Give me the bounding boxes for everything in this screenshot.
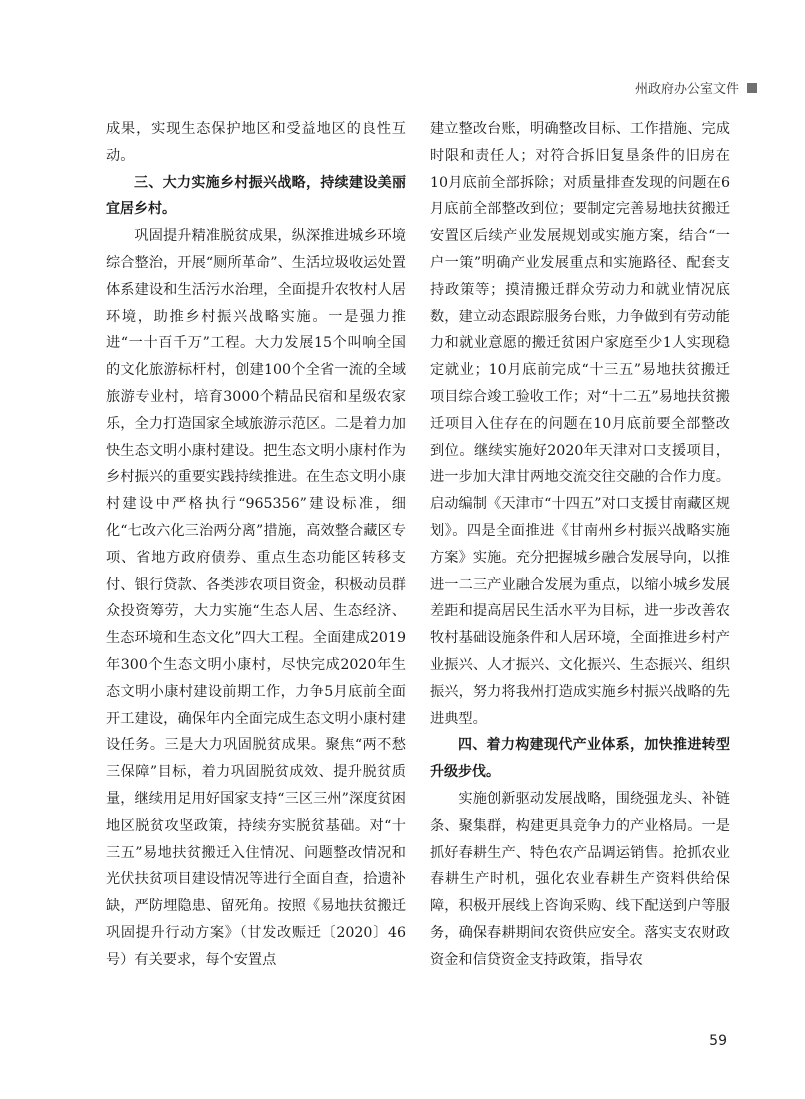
- right-paragraph-1: 建立整改台账，明确整改目标、工作措施、完成时限和责任人；对符合拆旧复垦条件的旧房在10月底前全部拆除；对质量排查发现的问题在6月底前全部整改到位；要制定完善易地扶贫搬迁安置区后续产业发展规划或实施方案，结合“一户一策”明确产业发展重点和实施路径、配套支持政策等；摸清搬迁群众劳动力和就业情况底数，建立动态跟踪服务台账，力争做到有劳动能力和就业意愿的搬迁贫困户家庭至少1人实现稳定就业；10月底前完成“十三五”易地扶贫搬迁项目综合竣工验收工作；对“十二五”易地扶贫搬迁项目入住存在的问题在10月底前要全部整改到位。继续实施好2020年天津对口支援项目，进一步加大津甘两地交流交往交融的合作力度。启动编制《天津市“十四五”对口支援甘南藏区规划》。四是全面推进《甘南州乡村振兴战略实施方案》实施。充分把握城乡融合发展导向，以推进一二三产业融合发展为重点，以缩小城乡发展差距和提高居民生活水平为目标，进一步改善农牧村基础设施条件和人居环境，全面推进乡村产业振兴、人才振兴、文化振兴、生态振兴、组织振兴，努力将我州打造成实施乡村振兴战略的先进典型。: [430, 121, 730, 727]
- left-paragraph-1: 成果，实现生态保护地区和受益地区的良性互动。: [106, 121, 406, 164]
- running-header: [635, 78, 757, 97]
- left-paragraph-2: 巩固提升精准脱贫成果，纵深推进城乡环境综合整治，开展“厕所革命”、生活垃圾收运处置体系建设和生活污水治理，全面提升农牧村人居环境，助推乡村振兴战略实施。一是强力推进“一十百千万”工程。大力发展15个叫响全国的文化旅游标杆村，创建100个全省一流的全域旅游专业村，培育3000个精品民宿和星级农家乐，全力打造国家全域旅游示范区。二是着力加快生态文明小康村建设。把生态文明小康村作为乡村振兴的重要实践持续推进。在生态文明小康村建设中严格执行“965356”建设标准，细化“七改六化三治两分离”措施，高效整合藏区专项、省地方政府债券、重点生态功能区转移支付、银行贷款、各类涉农项目资金，积极动员群众投资筹劳，大力实施“生态人居、生态经济、生态环境和生态文化”四大工程。全面建成2019年300个生态文明小康村，尽快完成2020年生态文明小康村建设前期工作，力争5月底前全面开工建设，确保年内全面完成生态文明小康村建设任务。三是大力巩固脱贫成果。聚焦“两不愁三保障”目标，着力巩固脱贫成效、提升脱贫质量，继续用足用好国家支持“三区三州”深度贫困地区脱贫攻坚政策，持续夯实脱贫基础。对“十三五”易地扶贫搬迁入住情况、问题整改情况和光伏扶贫项目建设情况等进行全面自查，拾遗补缺，严防埋隐患、留死角。按照《易地扶贫搬迁巩固提升行动方案》（甘发改赈迁〔2020〕46号）有关要求，每个安置点: [106, 228, 406, 968]
- left-column: [106, 116, 406, 974]
- right-column: [430, 116, 730, 974]
- right-paragraph-2: 实施创新驱动发展战略，围绕强龙头、补链条、聚集群，构建更具竞争力的产业格局。一是抓好春耕生产、特色农产品调运销售。抢抓农业春耕生产时机，强化农业春耕生产资料供给保障，积极开展线上咨询采购、线下配送到户等服务，确保春耕期间农资供应安全。落实支农财政资金和信贷资金支持政策，指导农: [430, 790, 730, 968]
- section-heading-3: 三、大力实施乡村振兴战略，持续建设美丽宜居乡村。: [106, 174, 406, 218]
- section-heading-4: 四、着力构建现代产业体系，加快推进转型升级步伐。: [430, 737, 730, 781]
- page-number: 59: [709, 1033, 727, 1049]
- header-title: 州政府办公室文件: [634, 82, 739, 97]
- header-square-icon: [747, 83, 757, 93]
